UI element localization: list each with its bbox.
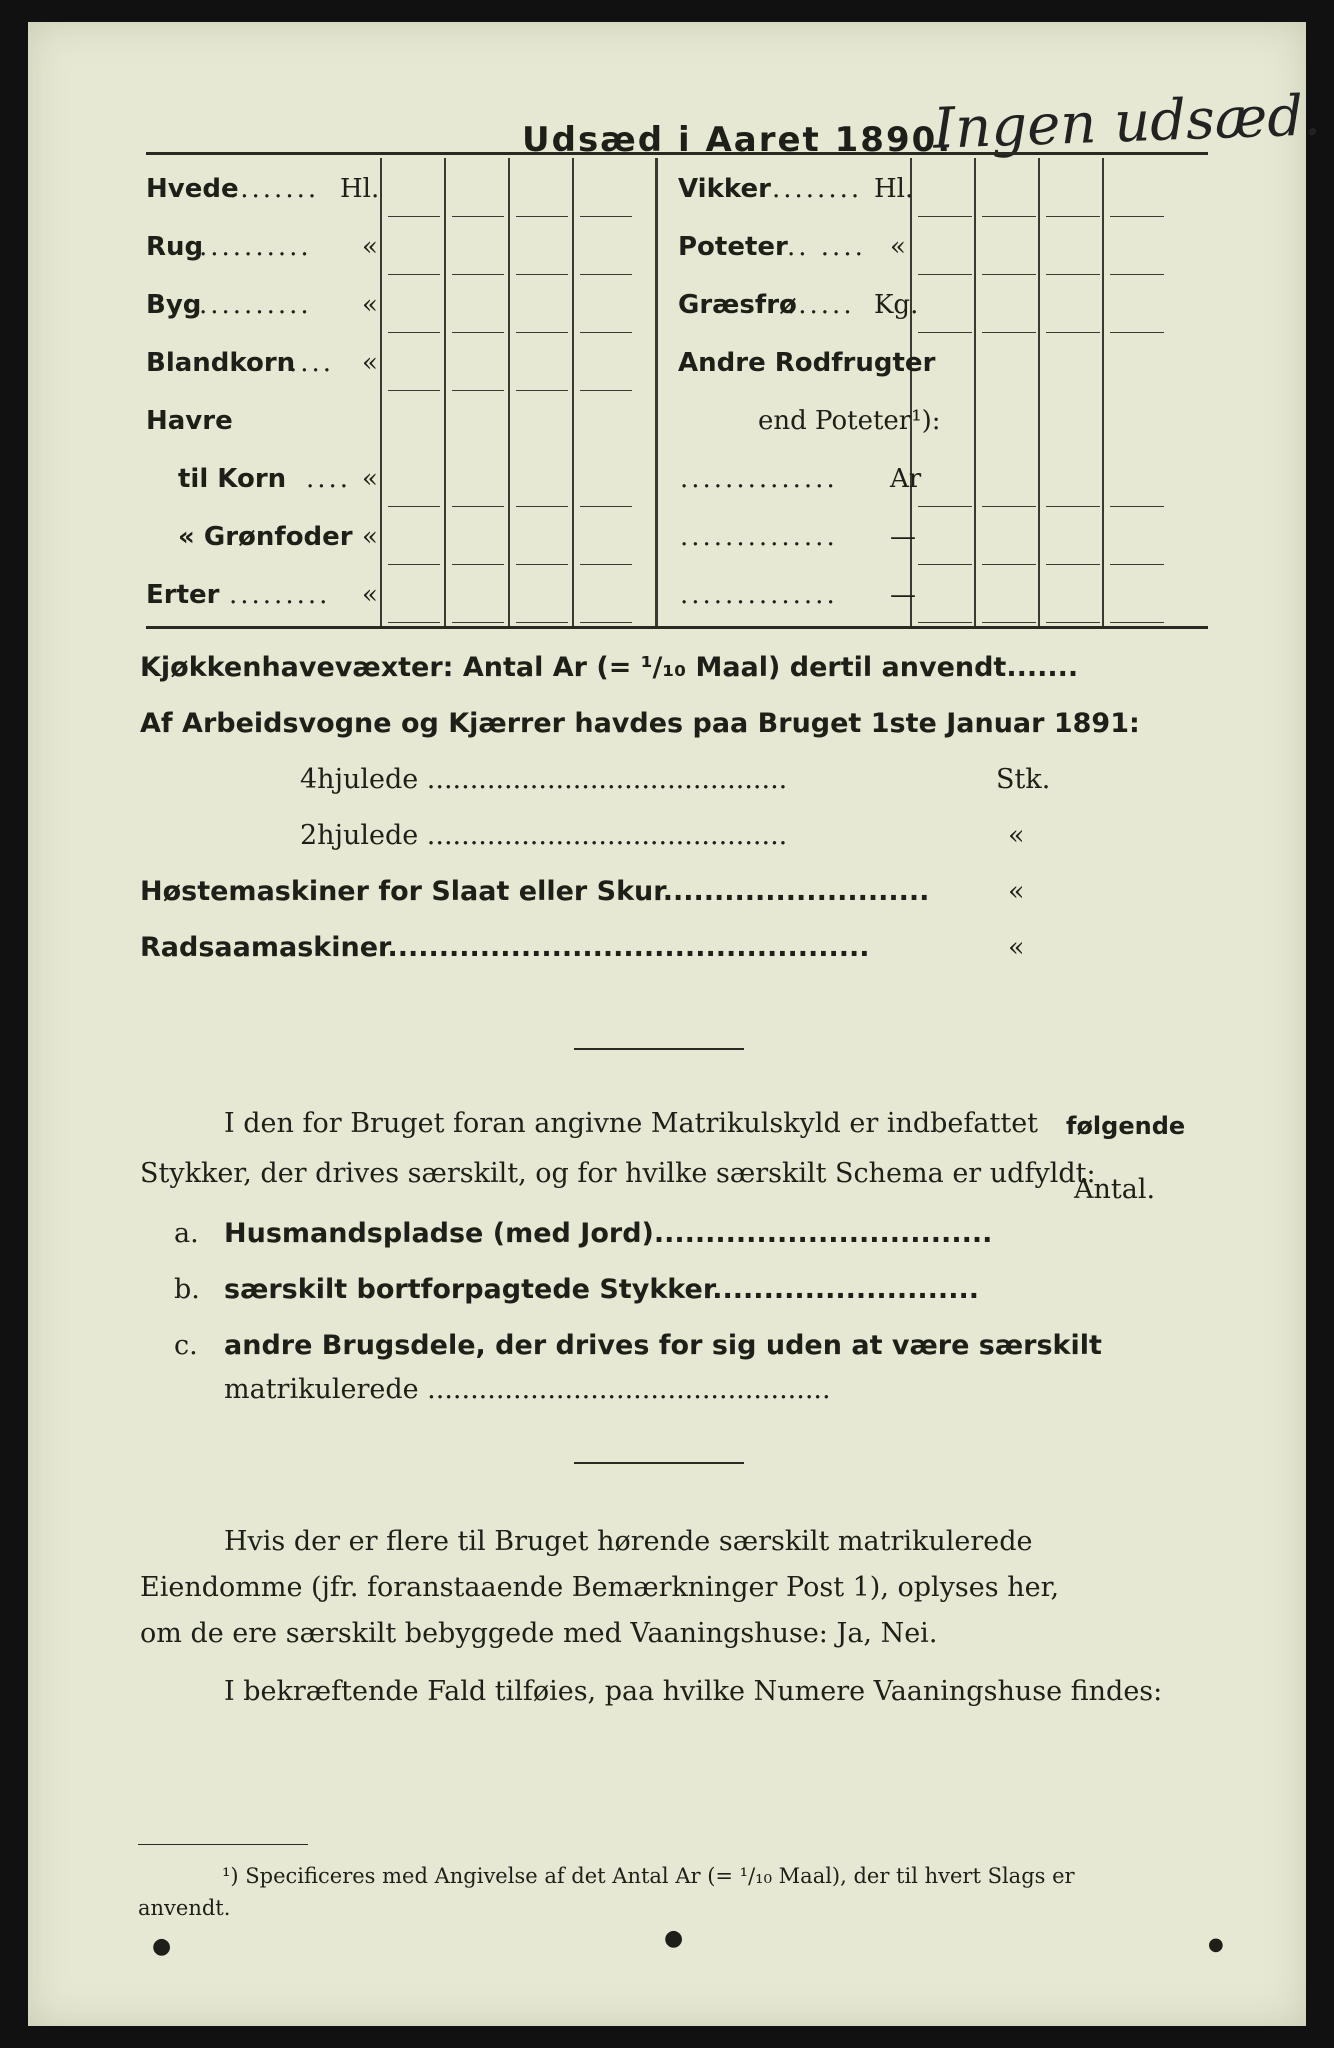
entry-cell-line[interactable] — [918, 332, 972, 333]
item-c-key: c. — [174, 1330, 198, 1361]
entry-cell-line[interactable] — [580, 274, 632, 275]
ink-mark: ● — [664, 1926, 684, 1951]
entry-cell-line[interactable] — [516, 622, 568, 623]
entry-cell-line[interactable] — [516, 216, 568, 217]
left-row-label: til Korn — [178, 464, 287, 494]
handwritten-note: Ingen udsæd. — [931, 83, 1323, 162]
grid-line — [1102, 158, 1104, 626]
entry-cell-line[interactable] — [388, 506, 440, 507]
left-row-dots: .... — [306, 464, 352, 494]
left-row-label: Erter — [146, 580, 220, 610]
left-row-dots: ......... — [229, 580, 331, 610]
right-row-label: Poteter — [678, 232, 788, 262]
entry-cell-line[interactable] — [1046, 216, 1100, 217]
section-divider-2 — [574, 1462, 744, 1464]
left-row-unit: « — [362, 232, 378, 262]
entry-cell-line[interactable] — [1046, 332, 1100, 333]
table-center-divider — [655, 158, 658, 626]
entry-cell-line[interactable] — [1110, 622, 1164, 623]
closing-line-2: Eiendomme (jfr. foranstaaende Bemærkninger Post 1), oplyses her, — [140, 1572, 1060, 1603]
arbeidsvogne-line: Af Arbeidsvogne og Kjærrer havdes paa Bruget 1ste Januar 1891: — [140, 708, 1140, 739]
entry-cell-line[interactable] — [1046, 564, 1100, 565]
left-row-unit: Hl. — [340, 174, 380, 204]
entry-cell-line[interactable] — [1110, 216, 1164, 217]
entry-cell-line[interactable] — [982, 274, 1036, 275]
grid-line — [444, 158, 446, 626]
table-bottom-rule — [146, 626, 1208, 629]
entry-cell-line[interactable] — [388, 332, 440, 333]
matrikul-para-2: Stykker, der drives særskilt, og for hvilke særskilt Schema er udfyldt: — [140, 1158, 1096, 1189]
right-row-label: Andre Rodfrugter — [678, 348, 936, 378]
entry-cell-line[interactable] — [388, 622, 440, 623]
left-row-label: Byg — [146, 290, 202, 320]
entry-cell-line[interactable] — [452, 506, 504, 507]
folgende-word: følgende — [1066, 1112, 1186, 1140]
ink-mark: ● — [1208, 1934, 1224, 1955]
entry-cell-line[interactable] — [982, 622, 1036, 623]
entry-cell-line[interactable] — [918, 274, 972, 275]
entry-cell-line[interactable] — [580, 332, 632, 333]
right-row-unit: Kg. — [874, 290, 919, 320]
left-row-dots: .......... — [199, 232, 312, 262]
entry-cell-line[interactable] — [452, 622, 504, 623]
grid-line — [1038, 158, 1040, 626]
entry-cell-line[interactable] — [1110, 564, 1164, 565]
entry-cell-line[interactable] — [982, 216, 1036, 217]
right-row-unit: Hl. — [874, 174, 914, 204]
hostemaskiner-line: Høstemaskiner for Slaat eller Skur.......................... — [140, 876, 930, 907]
entry-cell-line[interactable] — [1110, 274, 1164, 275]
item-c-text-1: andre Brugsdele, der drives for sig uden at være særskilt — [224, 1330, 1102, 1361]
entry-cell-line[interactable] — [580, 622, 632, 623]
item-c-text-2: matrikulerede ............................................... — [224, 1374, 831, 1405]
form-title: Udsæd i Aaret 1890. — [522, 120, 953, 160]
right-row-dots: .............. — [680, 580, 838, 610]
left-row-dots: .......... — [199, 290, 312, 320]
entry-cell-line[interactable] — [1046, 506, 1100, 507]
entry-cell-line[interactable] — [580, 390, 632, 391]
matrikul-para-1: I den for Bruget foran angivne Matrikulskyld er indbefattet — [224, 1108, 1039, 1139]
right-row-unit: « — [890, 232, 906, 262]
hjul4-unit: Stk. — [996, 764, 1051, 795]
left-row-unit: « — [362, 348, 378, 378]
right-row-unit: — — [890, 580, 916, 610]
left-row-label: Havre — [146, 406, 233, 436]
closing-line-4: I bekræftende Fald tilføies, paa hvilke Numere Vaaningshuse findes: — [224, 1676, 1163, 1707]
right-row-dots: ........ — [772, 174, 863, 204]
entry-cell-line[interactable] — [452, 390, 504, 391]
grid-line — [910, 158, 912, 626]
hjul2-line: 2hjulede .......................................... — [300, 820, 788, 851]
item-a-key: a. — [174, 1218, 199, 1249]
entry-cell-line[interactable] — [918, 622, 972, 623]
left-row-unit: « — [362, 290, 378, 320]
grid-line — [508, 158, 510, 626]
entry-cell-line[interactable] — [388, 564, 440, 565]
hostemaskiner-unit: « — [1008, 876, 1025, 907]
entry-cell-line[interactable] — [452, 216, 504, 217]
closing-line-3: om de ere særskilt bebyggede med Vaaningshuse: Ja, Nei. — [140, 1618, 938, 1649]
entry-cell-line[interactable] — [388, 390, 440, 391]
right-row-label: end Poteter¹): — [758, 406, 941, 436]
left-row-dots: .... — [289, 348, 335, 378]
left-row-unit: « — [362, 522, 378, 552]
entry-cell-line[interactable] — [982, 564, 1036, 565]
item-b-key: b. — [174, 1274, 200, 1305]
right-row-dots: .............. — [680, 522, 838, 552]
item-a-text: Husmandspladse (med Jord)................................. — [224, 1218, 993, 1249]
right-row-label: Vikker — [678, 174, 771, 204]
entry-cell-line[interactable] — [452, 274, 504, 275]
left-row-unit: « — [362, 580, 378, 610]
right-row-dots: .............. — [680, 464, 838, 494]
entry-cell-line[interactable] — [580, 564, 632, 565]
right-row-unit: Ar — [890, 464, 922, 494]
entry-cell-line[interactable] — [388, 216, 440, 217]
right-row-unit: — — [890, 522, 916, 552]
left-row-unit: « — [362, 464, 378, 494]
footnote-line-1: ¹) Specificeres med Angivelse af det Antal Ar (= ¹/₁₀ Maal), der til hvert Slags er — [222, 1864, 1075, 1888]
radsaamaskiner-line: Radsaamaskiner............................................... — [140, 932, 870, 963]
grid-line — [974, 158, 976, 626]
left-row-label: Hvede — [146, 174, 239, 204]
census-form-page — [28, 22, 1323, 2026]
left-row-label: Rug — [146, 232, 204, 262]
entry-cell-line[interactable] — [918, 216, 972, 217]
entry-cell-line[interactable] — [516, 564, 568, 565]
entry-cell-line[interactable] — [982, 506, 1036, 507]
entry-cell-line[interactable] — [452, 332, 504, 333]
entry-cell-line[interactable] — [580, 216, 632, 217]
entry-cell-line[interactable] — [452, 564, 504, 565]
footnote-line-2: anvendt. — [138, 1896, 231, 1920]
entry-cell-line[interactable] — [580, 506, 632, 507]
left-row-label: « Grønfoder — [178, 522, 353, 552]
entry-cell-line[interactable] — [1110, 506, 1164, 507]
entry-cell-line[interactable] — [1046, 274, 1100, 275]
entry-cell-line[interactable] — [918, 564, 972, 565]
entry-cell-line[interactable] — [516, 506, 568, 507]
hjul2-unit: « — [1008, 820, 1025, 851]
entry-cell-line[interactable] — [918, 506, 972, 507]
antal-header: Antal. — [1074, 1174, 1156, 1205]
section-divider — [574, 1048, 744, 1050]
item-b-text: særskilt bortforpagtede Stykker.......................... — [224, 1274, 979, 1305]
ink-mark: ● — [152, 1934, 172, 1959]
entry-cell-line[interactable] — [1046, 622, 1100, 623]
right-row-label: Græsfrø — [678, 290, 797, 320]
right-row-dots: .. .... — [787, 232, 866, 262]
entry-cell-line[interactable] — [388, 274, 440, 275]
entry-cell-line[interactable] — [1110, 332, 1164, 333]
entry-cell-line[interactable] — [516, 274, 568, 275]
grid-line — [572, 158, 574, 626]
entry-cell-line[interactable] — [516, 390, 568, 391]
grid-line — [380, 158, 382, 626]
kjokken-line: Kjøkkenhavevæxter: Antal Ar (= ¹/₁₀ Maal) dertil anvendt....... — [140, 652, 1079, 683]
radsaamaskiner-unit: « — [1008, 932, 1025, 963]
right-row-dots: ...... — [787, 290, 855, 320]
entry-cell-line[interactable] — [516, 332, 568, 333]
hjul4-line: 4hjulede .......................................... — [300, 764, 788, 795]
closing-line-1: Hvis der er flere til Bruget hørende særskilt matrikulerede — [224, 1526, 1033, 1557]
footnote-rule — [138, 1844, 308, 1845]
left-row-label: Blandkorn — [146, 348, 296, 378]
table-top-rule — [146, 152, 1208, 155]
entry-cell-line[interactable] — [982, 332, 1036, 333]
left-row-dots: ........ — [229, 174, 320, 204]
